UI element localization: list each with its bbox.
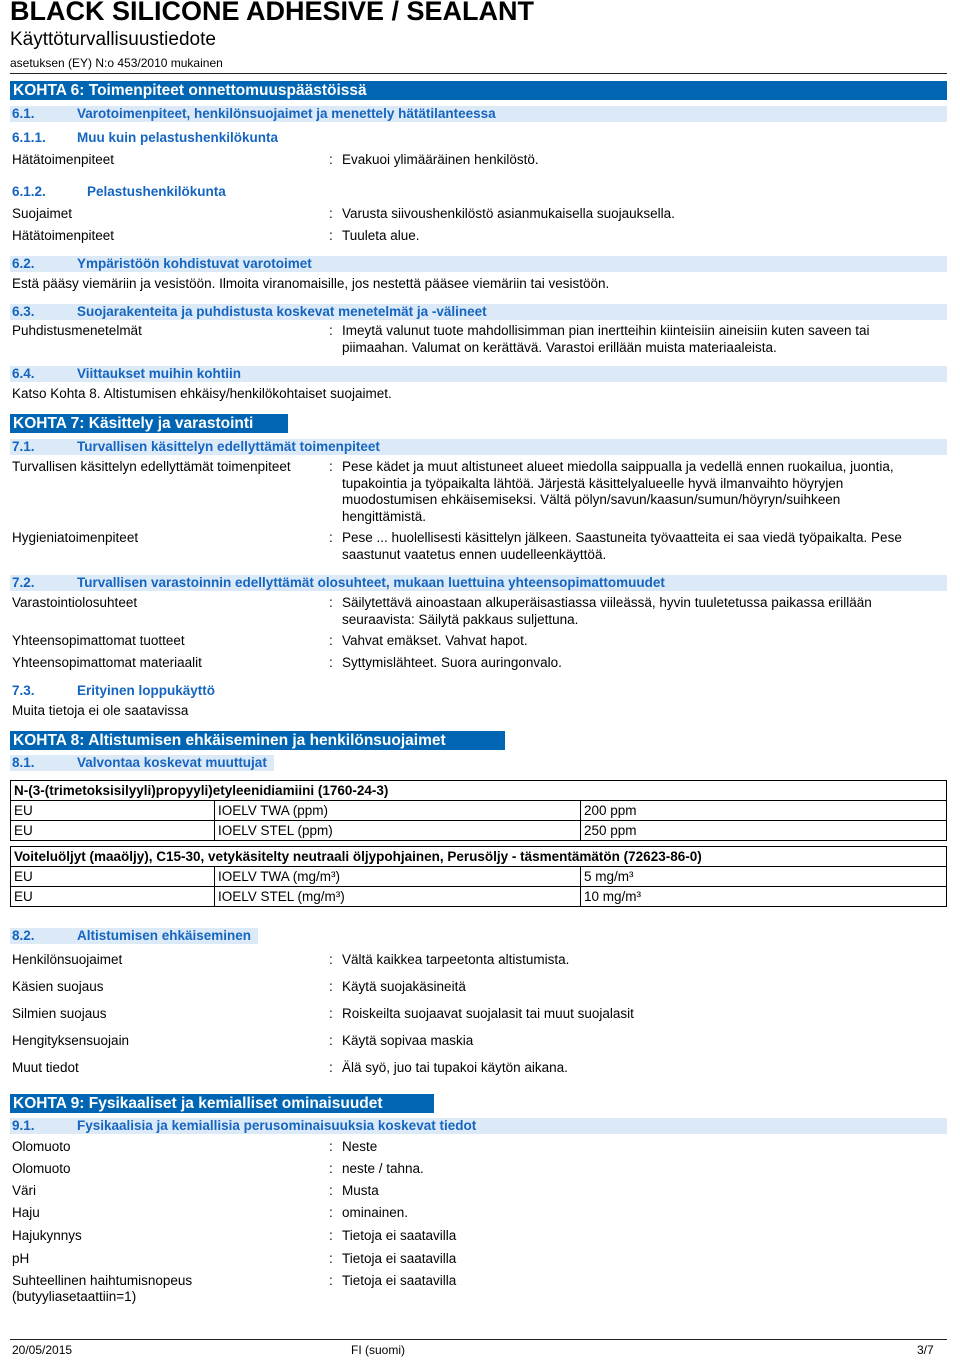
subsection-title: Muu kuin pelastushenkilökunta: [77, 130, 279, 145]
subsection-8-1: [10, 755, 274, 771]
property-label: Väri: [12, 1183, 37, 1198]
field-label: Turvallisen käsittelyn edellyttämät toimenpiteet: [12, 459, 291, 474]
property-value: Neste: [342, 1139, 378, 1154]
paragraph: Muita tietoja ei ole saatavissa: [12, 703, 189, 718]
subsection-8-2: [10, 928, 258, 944]
value-cell: 200 ppm: [581, 801, 947, 821]
parameter-cell: IOELV TWA (ppm): [215, 801, 581, 821]
subsection-number: 6.2.: [12, 256, 35, 271]
section-9-heading: KOHTA 9: Fysikaaliset ja kemialliset ominaisuudet: [10, 1094, 434, 1113]
field-colon: :: [329, 1273, 333, 1288]
subsection-9-1: [10, 1118, 947, 1134]
subsection-6-2: [10, 256, 947, 272]
field-label: Käsien suojaus: [12, 979, 104, 994]
subsection-number: 7.2.: [12, 575, 35, 590]
subsection-6-1-1: [10, 130, 947, 146]
subsection-number: 6.1.2.: [12, 184, 46, 199]
subsection-number: 6.3.: [12, 304, 35, 319]
subsection-6-1-2: [10, 184, 947, 200]
value-cell: 250 ppm: [581, 821, 947, 841]
field-value: Tuuleta alue.: [342, 228, 420, 243]
property-label: Olomuoto: [12, 1161, 71, 1176]
field-colon: :: [329, 1228, 333, 1243]
field-label: Hengityksensuojain: [12, 1033, 130, 1048]
field-value: Pese ... huolellisesti käsittelyn jälkeen. Saastuneita työvaatteita ei saa viedä työpaikalta. Pese saastunut vaatetus ennen uudelleenkäyttöä.: [342, 530, 902, 562]
field-label: Suojaimet: [12, 206, 73, 221]
parameter-cell: IOELV STEL (mg/m³): [215, 887, 581, 907]
subsection-number: 6.1.: [12, 106, 35, 121]
field-value: Imeytä valunut tuote mahdollisimman pian inertteihin kiinteisiin aineisiin kuten saveen tai piimaahan. Valumat on kerättävä. Varastoi erillään muista materiaaleista.: [342, 323, 870, 355]
field-label: Hygieniatoimenpiteet: [12, 530, 139, 545]
subsection-number: 7.1.: [12, 439, 35, 454]
subsection-title: Turvallisen varastoinnin edellyttämät olosuhteet, mukaan luettuina yhteensopimattomuudet: [77, 575, 665, 590]
property-label: Haju: [12, 1205, 40, 1220]
field-colon: :: [329, 655, 333, 670]
table-row: [11, 821, 947, 841]
document-title: BLACK SILICONE ADHESIVE / SEALANT: [10, 0, 535, 26]
field-colon: :: [329, 952, 333, 967]
field-colon: :: [329, 1251, 333, 1266]
field-label: Yhteensopimattomat materiaalit: [12, 655, 202, 670]
subsection-title: Pelastushenkilökunta: [87, 184, 226, 199]
subsection-6-1: [10, 106, 947, 122]
field-colon: :: [329, 206, 333, 221]
parameter-cell: IOELV STEL (ppm): [215, 821, 581, 841]
field-label: Hätätoimenpiteet: [12, 152, 115, 167]
subsection-title: Ympäristöön kohdistuvat varotoimet: [77, 256, 312, 271]
field-value: Käytä suojakäsineitä: [342, 979, 466, 994]
subsection-7-1: [10, 439, 947, 455]
property-value: Tietoja ei saatavilla: [342, 1273, 457, 1288]
field-colon: :: [329, 1205, 333, 1220]
field-value: Käytä sopivaa maskia: [342, 1033, 474, 1048]
field-value: Varusta siivoushenkilöstö asianmukaisella suojauksella.: [342, 206, 675, 221]
value-cell: 5 mg/m³: [581, 867, 947, 887]
subsection-6-4: [10, 366, 947, 382]
subsection-title: Fysikaalisia ja kemiallisia perusominaisuuksia koskevat tiedot: [77, 1118, 477, 1133]
document-subtitle: Käyttöturvallisuustiedote: [10, 29, 216, 50]
property-label: Olomuoto: [12, 1139, 71, 1154]
field-colon: :: [329, 1139, 333, 1154]
field-colon: :: [329, 1033, 333, 1048]
field-colon: :: [329, 1183, 333, 1198]
field-label: Henkilönsuojaimet: [12, 952, 123, 967]
field-value: Älä syö, juo tai tupakoi käytön aikana.: [342, 1060, 568, 1075]
regulation-note: asetuksen (EY) N:o 453/2010 mukainen: [10, 56, 223, 70]
table-row: [11, 867, 947, 887]
section-7-heading: KOHTA 7: Käsittely ja varastointi: [10, 414, 288, 433]
field-label: Varastointiolosuhteet: [12, 595, 138, 610]
subsection-number: 6.4.: [12, 366, 35, 381]
region-cell: EU: [11, 821, 215, 841]
field-value: Pese kädet ja muut altistuneet alueet miedolla saippualla ja vedellä ennen ruokailua, juontia, tupakointia ja työpaikalta lähtöä. Järjestä käsittelyalueelle hyvä ilmanvaihto höyryjen muodostumisen ehkäisemiseksi. Vältä pölyn/savun/kaasun/sumun/höyryn/suihkeen hengittämistä.: [342, 459, 894, 524]
field-value: Evakuoi ylimääräinen henkilöstö.: [342, 152, 539, 167]
property-value: Tietoja ei saatavilla: [342, 1251, 457, 1266]
exposure-limits-table-2: [10, 846, 947, 907]
field-label: Hätätoimenpiteet: [12, 228, 115, 243]
section-6-heading: KOHTA 6: Toimenpiteet onnettomuuspäästöissä: [10, 81, 947, 100]
field-label: Puhdistusmenetelmät: [12, 323, 142, 338]
field-label: Silmien suojaus: [12, 1006, 107, 1021]
subsection-title: Viittaukset muihin kohtiin: [77, 366, 242, 381]
table-row: [11, 801, 947, 821]
field-label: Muut tiedot: [12, 1060, 79, 1075]
subsection-6-3: [10, 304, 947, 320]
subsection-number: 6.1.1.: [12, 130, 46, 145]
property-label: pH: [12, 1251, 30, 1266]
exposure-limits-table-1: [10, 780, 947, 841]
table-header-row: [11, 847, 947, 867]
field-colon: :: [329, 459, 333, 474]
subsection-number: 8.1.: [12, 755, 35, 770]
footer-date: 20/05/2015: [12, 1343, 73, 1357]
field-value: Säilytettävä ainoastaan alkuperäisastiassa viileässä, hyvin tuuletetussa paikassa erillään seuraavista: Säilytä pakkaus suljettuna.: [342, 595, 872, 627]
region-cell: EU: [11, 887, 215, 907]
table-row: [11, 887, 947, 907]
property-value: neste / tahna.: [342, 1161, 424, 1176]
paragraph: Estä pääsy viemäriin ja vesistöön. Ilmoita viranomaisille, jos nestettä pääsee viemäriin tai vesistöön.: [12, 276, 610, 291]
subsection-number: 9.1.: [12, 1118, 35, 1133]
property-value: Tietoja ei saatavilla: [342, 1228, 457, 1243]
section-8-heading: KOHTA 8: Altistumisen ehkäiseminen ja henkilönsuojaimet: [10, 731, 505, 750]
field-label: Yhteensopimattomat tuotteet: [12, 633, 185, 648]
field-colon: :: [329, 152, 333, 167]
substance-header: N-(3-(trimetoksisilyyli)propyyli)etyleenidiamiini (1760-24-3): [11, 781, 947, 801]
field-value: Vältä kaikkea tarpeetonta altistumista.: [342, 952, 570, 967]
field-colon: :: [329, 228, 333, 243]
field-colon: :: [329, 530, 333, 545]
subsection-7-3: [10, 683, 947, 699]
subsection-number: 8.2.: [12, 928, 35, 943]
property-label: Suhteellinen haihtumisnopeus (butyyliasetaattiin=1): [12, 1273, 193, 1304]
field-colon: :: [329, 979, 333, 994]
value-cell: 10 mg/m³: [581, 887, 947, 907]
field-value: Vahvat emäkset. Vahvat hapot.: [342, 633, 528, 648]
footer-language: FI (suomi): [351, 1343, 405, 1357]
subsection-number: 7.3.: [12, 683, 35, 698]
subsection-title: Valvontaa koskevat muuttujat: [77, 755, 267, 770]
subsection-title: Suojarakenteita ja puhdistusta koskevat menetelmät ja -välineet: [77, 304, 487, 319]
header-divider: [10, 73, 947, 74]
field-colon: :: [329, 1060, 333, 1075]
subsection-title: Turvallisen käsittelyn edellyttämät toimenpiteet: [77, 439, 380, 454]
table-header-row: [11, 781, 947, 801]
substance-header: Voiteluöljyt (maaöljy), C15-30, vetykäsitelty neutraali öljypohjainen, Perusöljy - täsmentämätön (72623-86-0): [11, 847, 947, 867]
subsection-7-2: [10, 575, 947, 591]
subsection-title: Varotoimenpiteet, henkilönsuojaimet ja menettely hätätilanteessa: [77, 106, 496, 121]
property-value: ominainen.: [342, 1205, 409, 1220]
footer-divider: [10, 1339, 947, 1340]
region-cell: EU: [11, 801, 215, 821]
field-colon: :: [329, 1006, 333, 1021]
paragraph: Katso Kohta 8. Altistumisen ehkäisy/henkilökohtaiset suojaimet.: [12, 386, 392, 401]
region-cell: EU: [11, 867, 215, 887]
property-label: Hajukynnys: [12, 1228, 82, 1243]
footer-page-number: 3/7: [917, 1343, 934, 1357]
field-colon: :: [329, 1161, 333, 1176]
field-colon: :: [329, 323, 333, 338]
field-value: Syttymislähteet. Suora auringonvalo.: [342, 655, 562, 670]
subsection-title: Altistumisen ehkäiseminen: [77, 928, 252, 943]
field-colon: :: [329, 633, 333, 648]
subsection-title: Erityinen loppukäyttö: [77, 683, 216, 698]
field-value: Roiskeilta suojaavat suojalasit tai muut suojalasit: [342, 1006, 634, 1021]
field-colon: :: [329, 595, 333, 610]
parameter-cell: IOELV TWA (mg/m³): [215, 867, 581, 887]
property-value: Musta: [342, 1183, 379, 1198]
